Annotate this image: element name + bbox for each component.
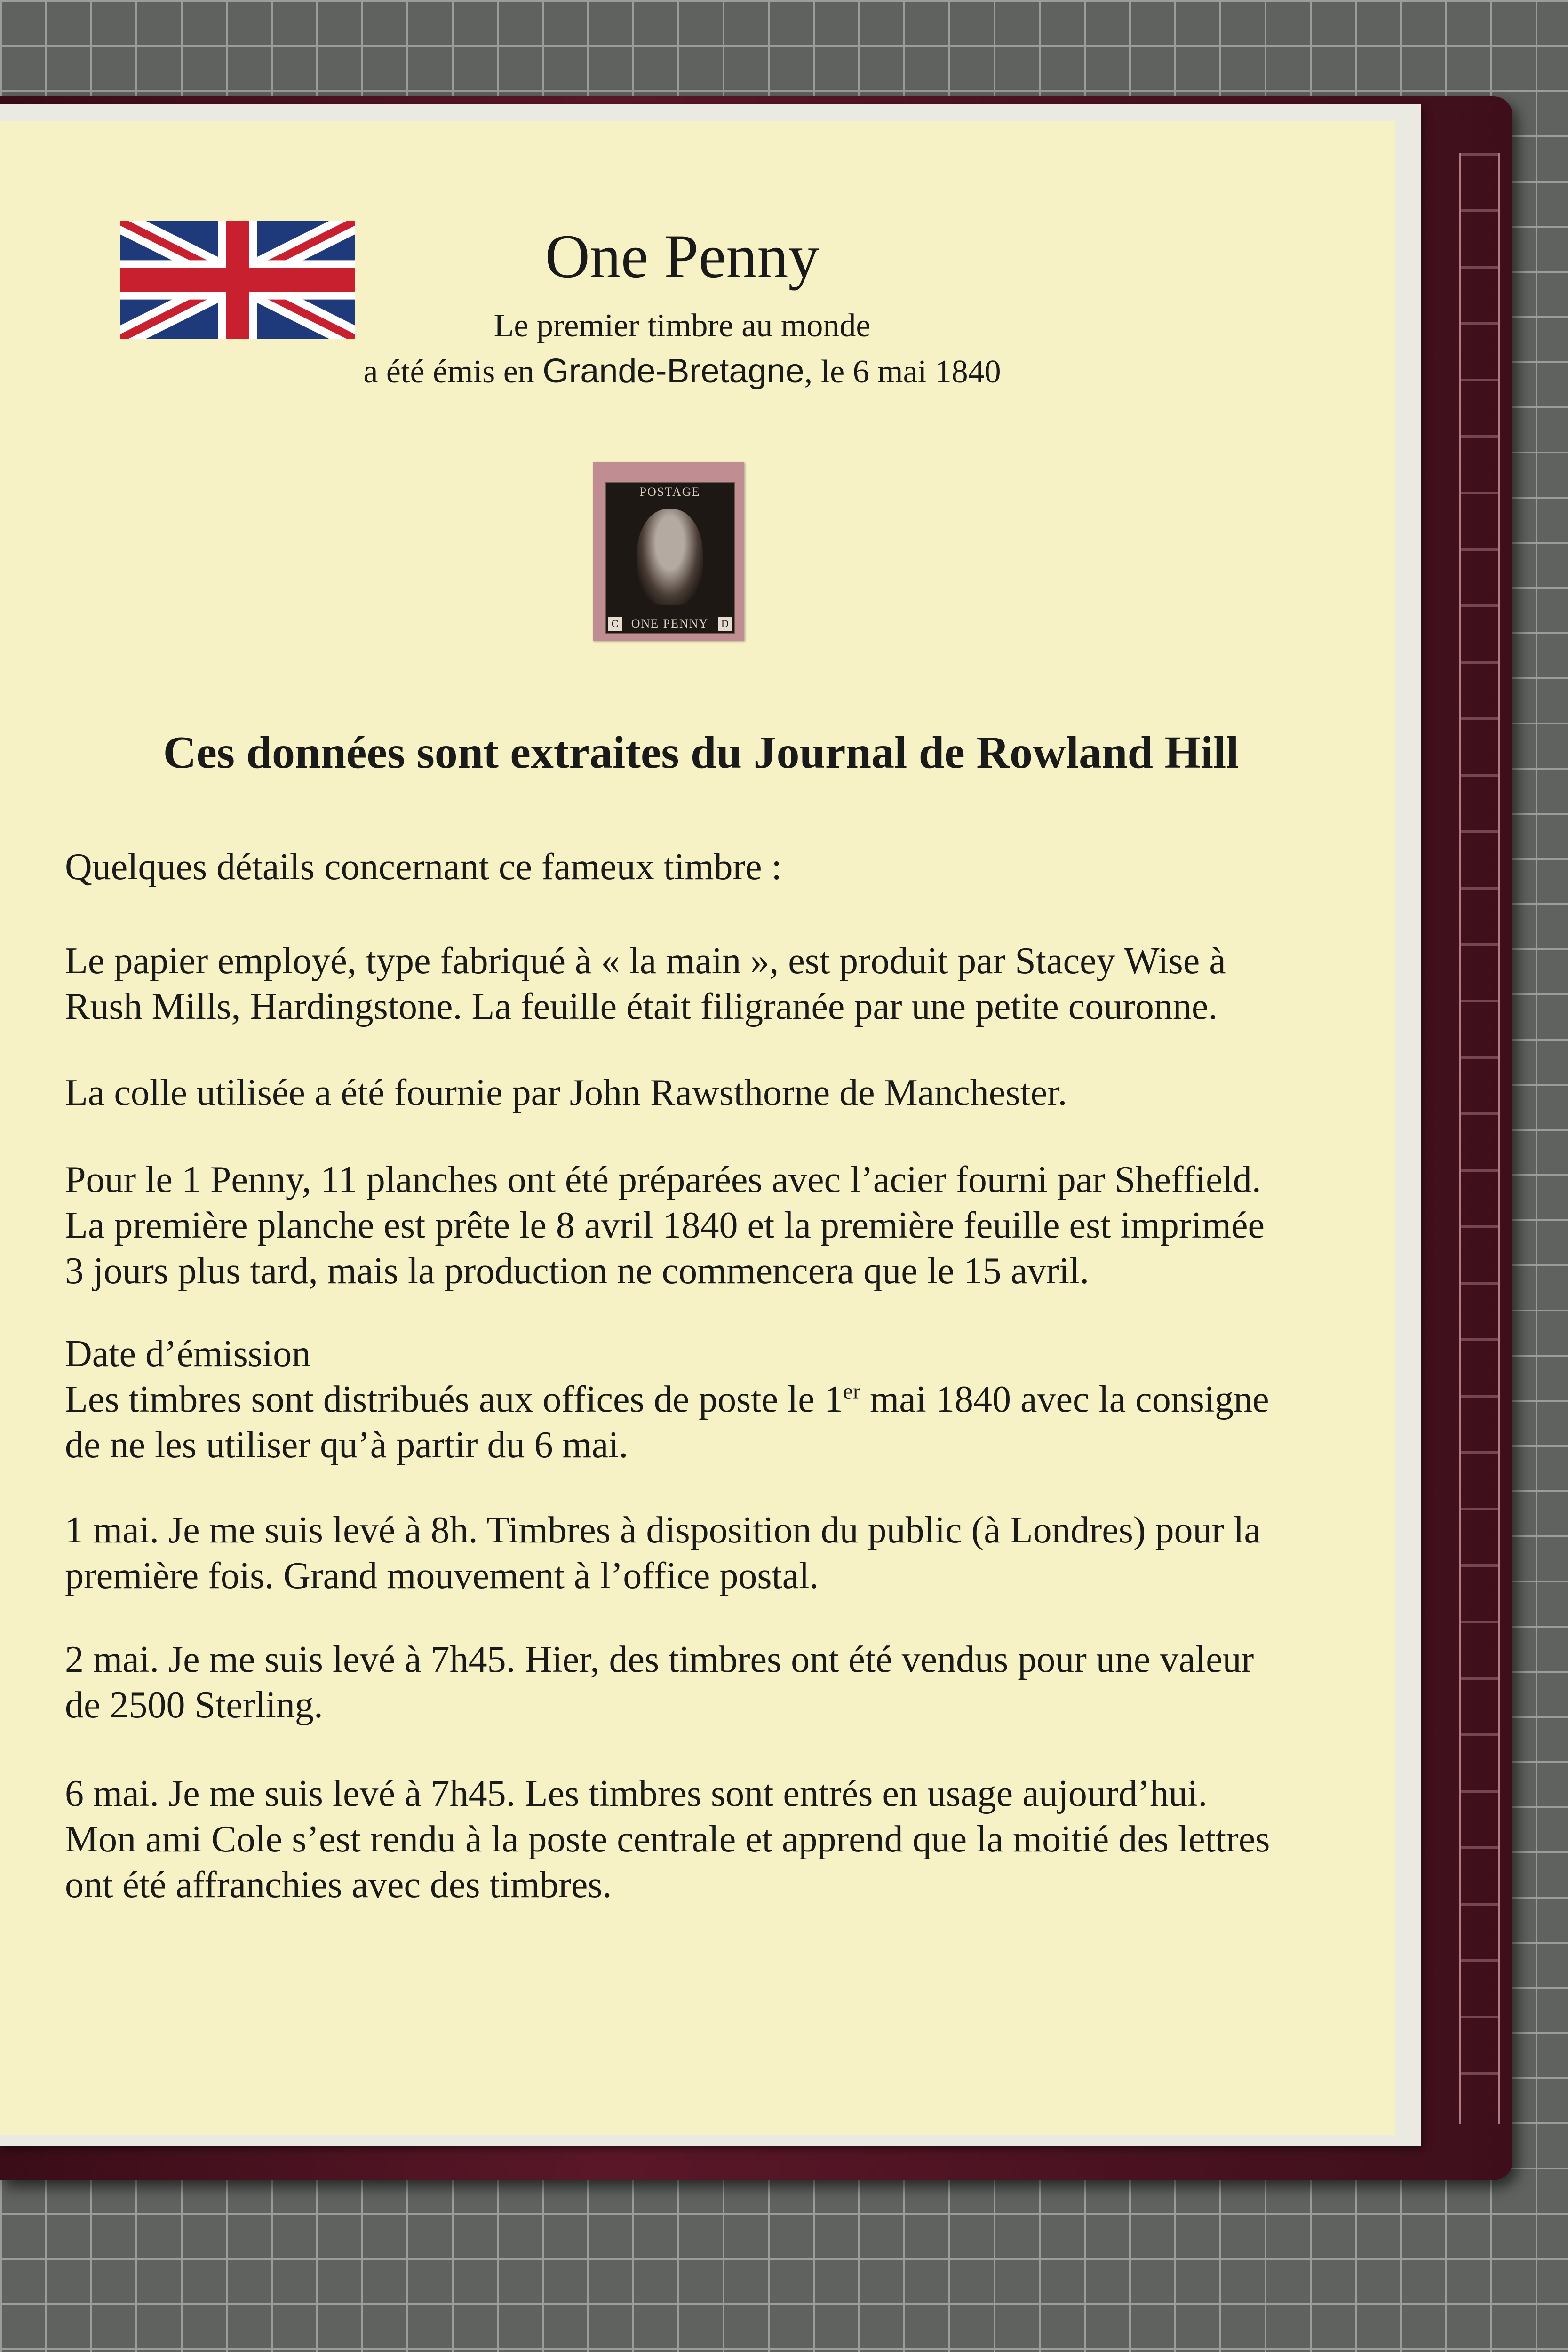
subtitle-post: , le 6 mai 1840 [804,354,1001,390]
may6-paragraph [65,1771,1373,1908]
may1-line-2: première fois. Grand mouvement à l’office postal. [65,1555,819,1597]
intro-paragraph [65,844,1373,890]
penny-black-stamp [605,482,735,634]
may2-line-2: de 2500 Sterling. [65,1685,323,1726]
penny-black-stamp-mount [593,462,744,641]
issue-superscript: er [843,1379,861,1404]
issue-line-1-post: mai 1840 avec la consigne [860,1379,1269,1420]
stamp-corner-letter-left: C [608,617,622,631]
paper-line-1: Le papier employé, type fabriqué à « la main », est produit par Stacey Wise à [65,940,1226,982]
intro-text: Quelques détails concernant ce fameux timbre : [65,846,782,888]
subtitle-line-1: Le premier timbre au monde [493,308,871,344]
subtitle-line-2 [329,349,1035,395]
may1-paragraph [65,1508,1373,1599]
issue-line-1-pre: Les timbres sont distribués aux offices de poste le 1 [65,1379,843,1420]
issue-paragraph [65,1331,1373,1468]
may2-line-1: 2 mai. Je me suis levé à 7h45. Hier, des timbres ont été vendus pour une valeur [65,1639,1254,1680]
union-jack-flag-icon [120,221,355,339]
page-title: One Penny [545,222,820,291]
plates-paragraph [65,1157,1373,1294]
stamp-corner-letter-right: D [718,617,732,631]
may1-line-1: 1 mai. Je me suis levé à 8h. Timbres à disposition du public (à Londres) pour la [65,1510,1261,1551]
may2-paragraph [65,1637,1373,1728]
plates-line-3: 3 jours plus tard, mais la production ne commencera que le 15 avril. [65,1250,1090,1292]
queen-portrait-icon [637,509,703,605]
plates-line-1: Pour le 1 Penny, 11 planches ont été préparées avec l’acier fourni par Sheffield. [65,1159,1261,1200]
stamp-bottom-text: ONE PENNY [631,617,709,630]
issue-title: Date d’émission [65,1333,311,1375]
paper-line-2: Rush Mills, Hardingstone. La feuille était filigranée par une petite couronne. [65,986,1218,1027]
paper-paragraph [65,938,1373,1030]
issue-line-2: de ne les utiliser qu’à partir du 6 mai. [65,1424,629,1466]
section-heading: Ces données sont extraites du Journal de Rowland Hill [163,727,1239,778]
glue-text: La colle utilisée a été fournie par John Rawsthorne de Manchester. [65,1072,1067,1113]
page-subtitle [329,303,1035,395]
may6-line-3: ont été affranchies avec des timbres. [65,1864,612,1906]
subtitle-country: Grande-Bretagne [542,352,804,390]
may6-line-1: 6 mai. Je me suis levé à 7h45. Les timbres sont entrés en usage aujourd’hui. [65,1773,1208,1814]
glue-paragraph [65,1070,1373,1116]
subtitle-pre: a été émis en [363,354,543,390]
plates-line-2: La première planche est prête le 8 avril 1840 et la première feuille est imprimée [65,1205,1265,1246]
may6-line-2: Mon ami Cole s’est rendu à la poste centrale et apprend que la moitié des lettres [65,1819,1270,1860]
stamp-top-text: POSTAGE [639,485,700,499]
